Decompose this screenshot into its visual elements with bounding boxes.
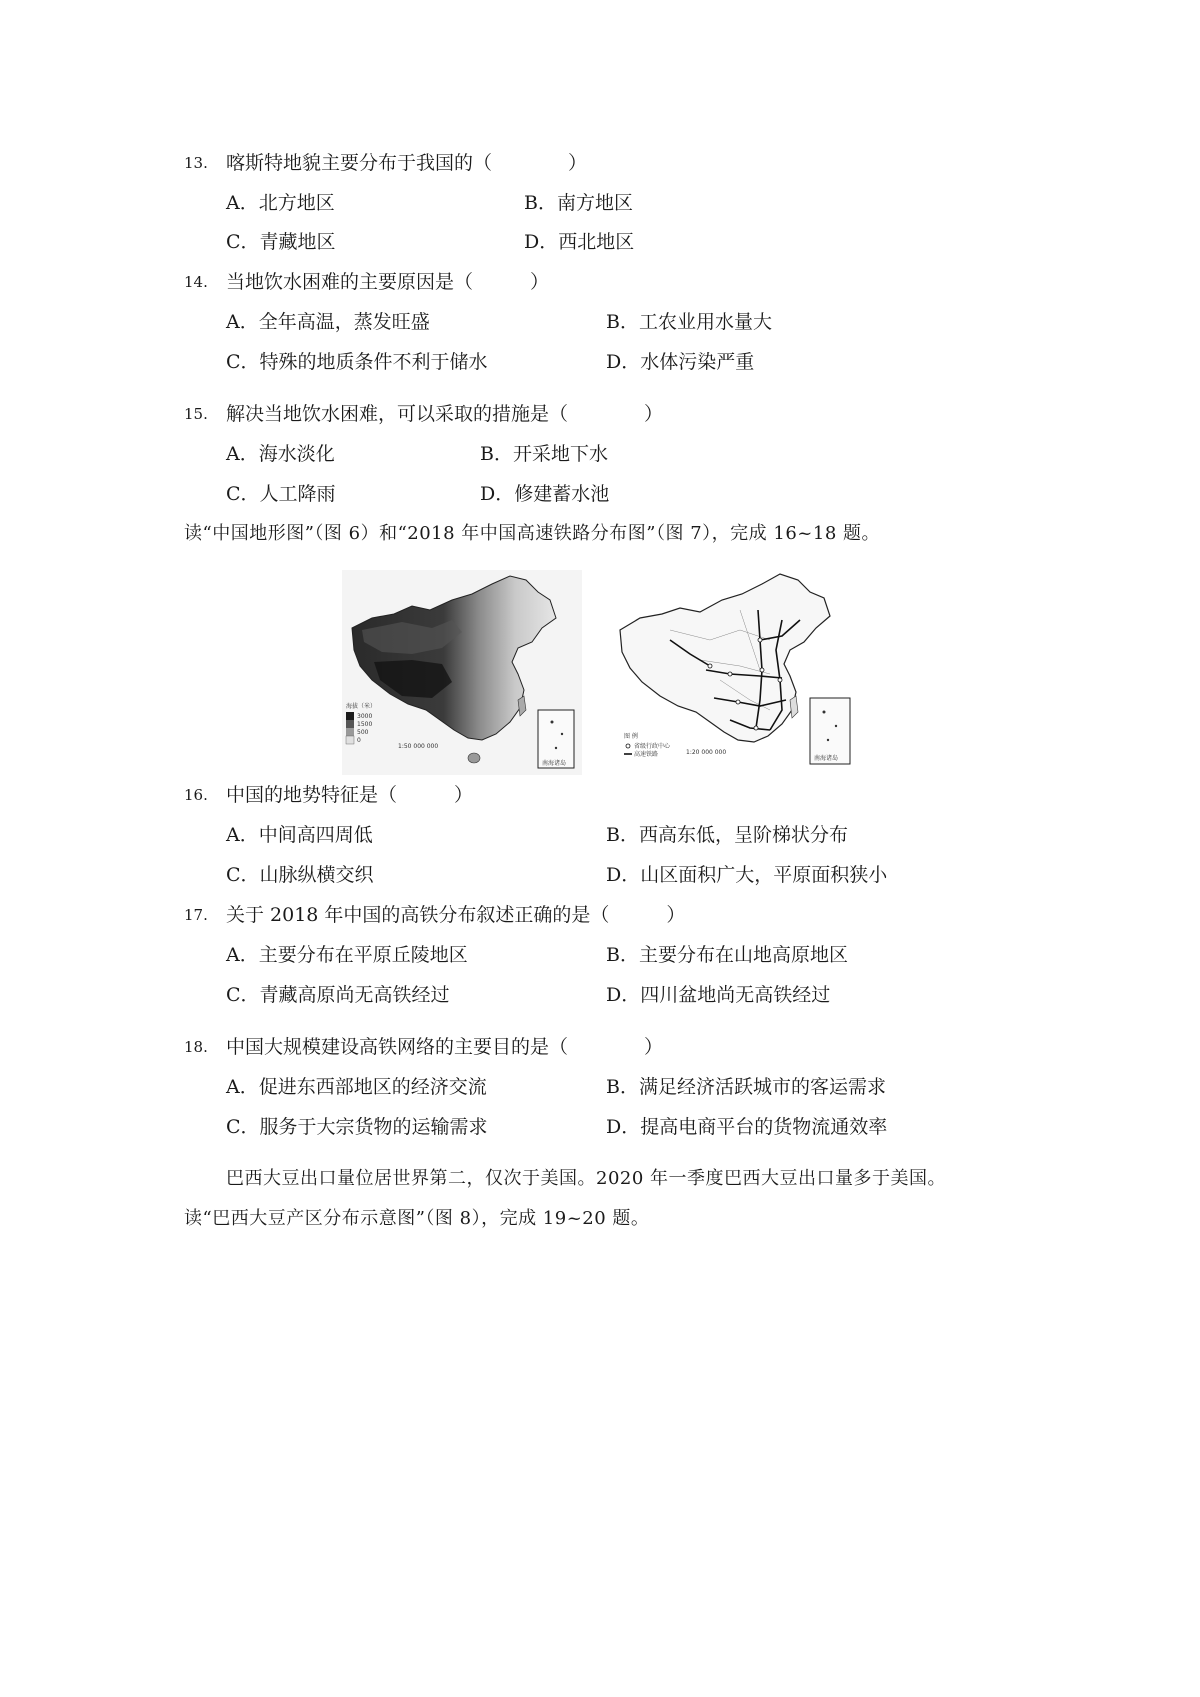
inset-island <box>827 739 829 741</box>
option-a[interactable]: A．中间高四周低 <box>226 824 373 846</box>
city-dot <box>736 700 740 704</box>
china-terrain-map-svg <box>342 570 582 775</box>
map-scale: 1:50 000 000 <box>398 743 439 750</box>
option-a[interactable]: A．促进东西部地区的经济交流 <box>226 1076 487 1098</box>
figure-6-terrain-map <box>342 570 582 775</box>
question-number: 17. <box>184 906 208 924</box>
hainan-island <box>468 753 480 763</box>
question-number: 13. <box>184 154 208 172</box>
inset-island <box>561 733 563 735</box>
legend-title: 海拔（米） <box>346 703 377 710</box>
option-c[interactable]: C．人工降雨 <box>226 483 336 505</box>
option-b[interactable]: B．工农业用水量大 <box>606 311 772 333</box>
question-text: 关于 2018 年中国的高铁分布叙述正确的是（ ） <box>226 904 686 926</box>
option-c[interactable]: C．青藏地区 <box>226 231 336 253</box>
legend-title: 图 例 <box>624 733 638 740</box>
city-dot <box>760 668 764 672</box>
china-railway-map-svg <box>610 570 860 775</box>
option-c[interactable]: C．青藏高原尚无高铁经过 <box>226 984 450 1006</box>
option-d[interactable]: D．四川盆地尚无高铁经过 <box>606 984 831 1006</box>
question-number: 14. <box>184 273 208 291</box>
inset-island <box>551 721 554 724</box>
legend-symbol <box>626 744 630 748</box>
intro-text-line-2: 读“巴西大豆产区分布示意图”（图 8），完成 19~20 题。 <box>184 1208 650 1229</box>
inset-island <box>823 711 826 714</box>
city-dot <box>708 664 712 668</box>
inset-island <box>835 725 837 727</box>
option-d[interactable]: D．山区面积广大，平原面积狭小 <box>606 864 888 886</box>
legend-value: 1500 <box>357 721 373 728</box>
city-dot <box>778 678 782 682</box>
question-number: 16. <box>184 786 208 804</box>
question-text: 中国大规模建设高铁网络的主要目的是（ ） <box>226 1036 664 1058</box>
legend-value: 3000 <box>357 713 373 720</box>
inset-island <box>555 747 557 749</box>
legend-value: 500 <box>357 729 369 736</box>
option-d[interactable]: D．修建蓄水池 <box>480 483 610 505</box>
option-b[interactable]: B．开采地下水 <box>480 443 608 465</box>
option-d[interactable]: D．水体污染严重 <box>606 351 755 373</box>
option-b[interactable]: B．南方地区 <box>524 192 633 214</box>
intro-text: 读“中国地形图”（图 6）和“2018 年中国高速铁路分布图”（图 7），完成 16~18 题。 <box>184 523 881 544</box>
question-number: 15. <box>184 405 208 423</box>
city-dot <box>754 726 758 730</box>
inset-label: 南海诸岛 <box>814 755 839 762</box>
option-b[interactable]: B．满足经济活跃城市的客运需求 <box>606 1076 886 1098</box>
option-a[interactable]: A．海水淡化 <box>226 443 335 465</box>
option-a[interactable]: A．北方地区 <box>226 192 335 214</box>
intro-text-line-1: 巴西大豆出口量位居世界第二，仅次于美国。2020 年一季度巴西大豆出口量多于美国。 <box>226 1168 947 1189</box>
legend-value: 0 <box>357 737 361 744</box>
question-text: 解决当地饮水困难，可以采取的措施是（ ） <box>226 403 664 425</box>
legend-item: 省级行政中心 <box>634 743 671 750</box>
question-text: 喀斯特地貌主要分布于我国的（ ） <box>226 152 588 174</box>
option-c[interactable]: C．山脉纵横交织 <box>226 864 374 886</box>
question-number: 18. <box>184 1038 208 1056</box>
legend-swatch <box>346 728 354 736</box>
legend-swatch <box>346 720 354 728</box>
option-b[interactable]: B．主要分布在山地高原地区 <box>606 944 848 966</box>
option-a[interactable]: A．主要分布在平原丘陵地区 <box>226 944 468 966</box>
option-d[interactable]: D．提高电商平台的货物流通效率 <box>606 1116 888 1138</box>
legend-item: 高速铁路 <box>634 751 659 758</box>
south-china-sea-inset <box>810 698 850 764</box>
legend-swatch <box>346 736 354 744</box>
option-d[interactable]: D．西北地区 <box>524 231 635 253</box>
south-china-sea-inset <box>538 710 574 768</box>
question-text: 中国的地势特征是（ ） <box>226 784 474 806</box>
option-b[interactable]: B．西高东低，呈阶梯状分布 <box>606 824 848 846</box>
legend-swatch <box>346 712 354 720</box>
city-dot <box>758 638 762 642</box>
figure-7-railway-map <box>610 570 860 775</box>
map-scale: 1:20 000 000 <box>686 749 727 756</box>
question-text: 当地饮水困难的主要原因是（ ） <box>226 271 550 293</box>
option-c[interactable]: C．特殊的地质条件不利于储水 <box>226 351 488 373</box>
option-a[interactable]: A．全年高温，蒸发旺盛 <box>226 311 430 333</box>
option-c[interactable]: C．服务于大宗货物的运输需求 <box>226 1116 488 1138</box>
city-dot <box>728 672 732 676</box>
inset-label: 南海诸岛 <box>542 760 567 767</box>
